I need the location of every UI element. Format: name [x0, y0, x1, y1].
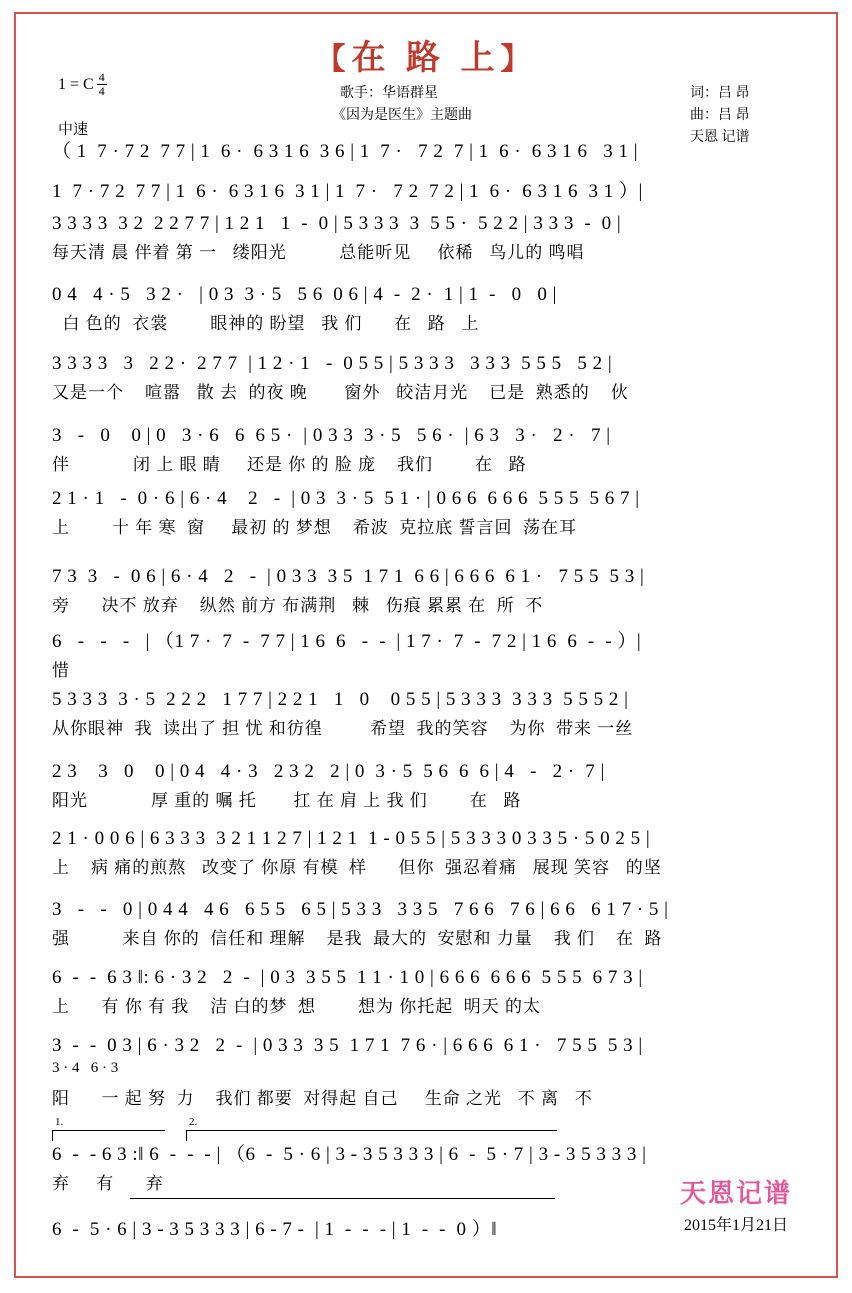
notes-line: 0 4 4 · 5 3 2 · | 0 3 3 · 5 5 6 0 6 | 4 - 2 · 1 | 1 - 0 0 | — [52, 284, 557, 305]
phrase-slur — [130, 1198, 555, 1200]
lyric-line: 白 色的 衣裳 眼神的 盼望 我 们 在 路 上 — [52, 313, 480, 333]
notes-line: 3 3 3 3 3 2 2 2 7 7 | 1 2 1 1 - 0 | 5 3 3 3 3 5 5 · 5 2 2 | 3 3 3 - 0 | — [52, 213, 622, 234]
time-signature-numerator: 4 — [98, 70, 105, 84]
transcriber-stamp — [680, 1173, 792, 1235]
score-line-9 — [52, 630, 812, 681]
notes-line: 6 - - 6 3 ‖: 6 · 3 2 2 - | 0 3 3 5 5 1 1 · 1 0 | 6 6 6 6 6 6 5 5 5 6 7 3 | — [52, 967, 643, 988]
notes-line: 3 - - 0 | 0 4 4 4 6 6 5 5 6 5 | 5 3 3 3 3 5 7 6 6 7 6 | 6 6 6 1 7 · 5 | — [52, 899, 669, 920]
lyric-line: 从你眼神 我 读出了 担 忧 和彷徨 希望 我的笑容 为你 带来 一丝 — [52, 718, 634, 738]
notes-line: 1 7 · 7 2 7 7 | 1 6 · 6 3 1 6 3 1 | 1 7 · 7 2 7 2 | 1 6 · 6 3 1 6 3 1 ）| — [52, 181, 643, 202]
lyric-line: 弃 有 弃 — [52, 1173, 164, 1193]
notes-line: 6 - - - | （1 7 · 7 - 7 7 | 1 6 6 - - | 1 7 · 7 - 7 2 | 1 6 6 - - ）| — [52, 631, 642, 652]
key-signature — [58, 72, 107, 98]
lyric-line: 惜 — [52, 660, 70, 680]
title-text: 在 路 上 — [351, 40, 501, 77]
score-line-3 — [52, 212, 812, 263]
score-line-10 — [52, 688, 812, 739]
lyric-line: 上 病 痛的煎熬 改变了 你原 有模 样 但你 强忍着痛 展现 笑容 的坚 — [52, 857, 662, 877]
score-line-14 — [52, 966, 812, 1017]
notes-line: 2 1 · 0 0 6 | 6 3 3 3 3 2 1 1 2 7 | 1 2 1 1 - 0 5 5 | 5 3 3 3 0 3 3 5 · 5 0 2 5 | — [52, 828, 651, 849]
notes-line: （ 1 7 · 7 2 7 7 | 1 6 · 6 3 1 6 3 6 | 1 7 · 7 2 7 | 1 6 · 6 3 1 6 3 1 | — [52, 141, 639, 162]
time-signature — [97, 71, 107, 97]
lyric-line: 阳光 厚 重的 嘱 托 扛 在 肩 上 我 们 在 路 — [52, 790, 522, 810]
score-line-5 — [52, 352, 812, 403]
notes-line: 2 3 3 0 0 | 0 4 4 · 3 2 3 2 2 | 0 3 · 5 5 6 6 6 | 4 - 2 · 7 | — [52, 761, 605, 782]
score-line-7 — [52, 487, 812, 538]
volta-1-label: 1. — [55, 1116, 64, 1128]
score-line-11 — [52, 760, 812, 811]
lyric-line: 旁 决不 放弃 纵然 前方 布满荆 棘 伤痕 累累 在 所 不 — [52, 595, 544, 615]
grace-note-mark: 3 · 4 6 · 3 — [52, 1060, 119, 1076]
score-line-2 — [52, 180, 812, 204]
score-line-12 — [52, 827, 812, 878]
lyric-line: 强 来自 你的 信任和 理解 是我 最大的 安慰和 力量 我 们 在 路 — [52, 928, 663, 948]
lyric-line: 伴 闭 上 眼 睛 还是 你 的 脸 庞 我们 在 路 — [52, 454, 527, 474]
score-line-1 — [52, 140, 812, 164]
time-signature-denominator: 4 — [98, 83, 105, 98]
composer-credit: 曲：吕 昂 — [690, 108, 750, 123]
seal-text: 天恩记谱 — [679, 1179, 792, 1208]
lyric-line: 每天清 晨 伴着 第 一 缕阳光 总能听见 依稀 鸟儿的 鸣唱 — [52, 242, 585, 262]
score-line-8 — [52, 565, 812, 616]
score-line-13 — [52, 898, 812, 949]
score-line-6 — [52, 424, 812, 475]
lyric-line: 上 有 你 有 我 洁 白的梦 想 想为 你托起 明天 的太 — [52, 996, 541, 1016]
page-title — [0, 30, 852, 79]
transcriber-credit: 天恩 记谱 — [690, 130, 750, 145]
key-signature-text: 1 = C — [58, 75, 94, 93]
singer-credit: 歌手：华语群星 — [340, 86, 438, 101]
lyric-line: 阳 一 起 努 力 我们 都要 对得起 自己 生命 之光 不 离 不 — [52, 1088, 593, 1108]
score-line-4 — [52, 283, 812, 334]
volta-2-bracket — [186, 1116, 557, 1141]
volta-1-bracket — [52, 1116, 165, 1141]
lyricist-credit: 词：吕 昂 — [690, 86, 750, 101]
tempo-marking: 中速 — [58, 122, 89, 138]
volta-2-label: 2. — [189, 1116, 198, 1128]
notes-line: 3 - 0 0 | 0 3 · 6 6 6 5 · | 0 3 3 3 · 5 5 6 · | 6 3 3 · 2 · 7 | — [52, 425, 611, 446]
title-right-bracket: 】 — [500, 43, 537, 76]
notes-line: 2 1 · 1 - 0 · 6 | 6 · 4 2 - | 0 3 3 · 5 5 1 · | 0 6 6 6 6 6 5 5 5 5 6 7 | — [52, 488, 640, 509]
score-line-15 — [52, 1034, 812, 1109]
notes-line: 3 - - 0 3 | 6 · 3 2 2 - | 0 3 3 3 5 1 7 1 7 6 · | 6 6 6 6 1 · 7 5 5 5 3 | — [52, 1035, 643, 1056]
notes-line: 5 3 3 3 3 · 5 2 2 2 1 7 7 | 2 2 1 1 0 0 5 5 | 5 3 3 3 3 3 3 5 5 5 2 | — [52, 689, 629, 710]
source-credit: 《因为是医生》主题曲 — [332, 108, 472, 123]
notes-line: 3 3 3 3 3 2 2 · 2 7 7 | 1 2 · 1 - 0 5 5 | 5 3 3 3 3 3 3 5 5 5 5 2 | — [52, 353, 613, 374]
lyric-line: 上 十 年 寒 窗 最初 的 梦想 希波 克拉底 誓言回 荡在耳 — [52, 517, 577, 537]
lyric-line: 又是一个 喧嚣 散 去 的夜 晚 窗外 皎洁月光 已是 熟悉的 伙 — [52, 382, 629, 402]
notes-line: 6 - 5 · 6 | 3 - 3 5 3 3 3 | 6 - 7 - | 1 - - - | 1 - - 0 ）‖ — [52, 1219, 498, 1240]
title-left-bracket: 【 — [315, 43, 352, 76]
transcription-date: 2015年1月21日 — [683, 1217, 788, 1234]
notes-line: 6 - - 6 3 :‖ 6 - - - | （6 - 5 · 6 | 3 - 3 5 3 3 3 | 6 - 5 · 7 | 3 - 3 5 3 3 3 | — [52, 1144, 647, 1165]
notes-line: 7 3 3 - 0 6 | 6 · 4 2 - | 0 3 3 3 5 1 7 1 6 6 | 6 6 6 6 1 · 7 5 5 5 3 | — [52, 566, 645, 587]
